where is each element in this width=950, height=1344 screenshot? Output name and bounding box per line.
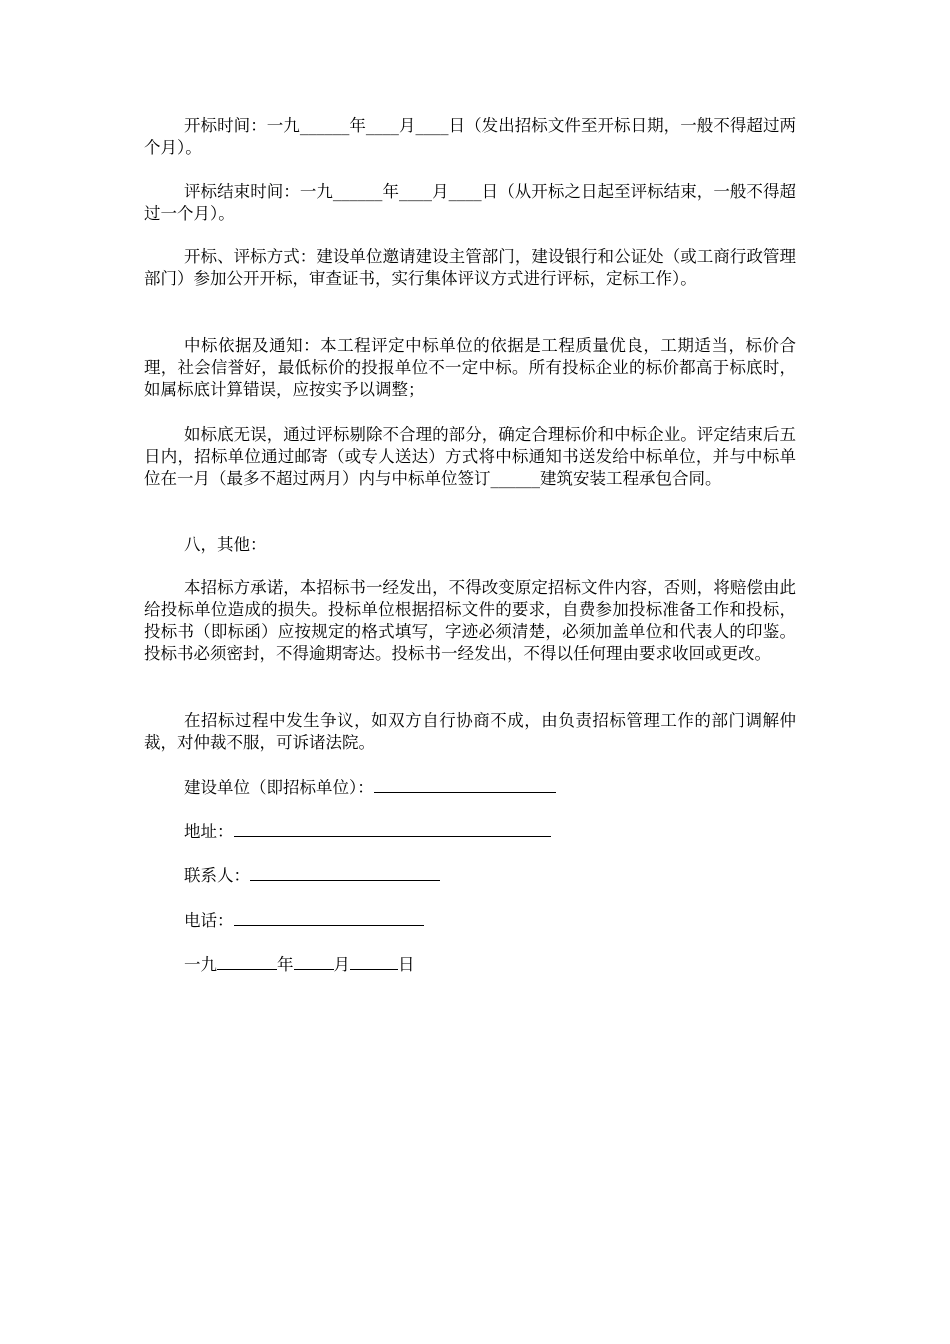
month-label: 月 (333, 955, 350, 974)
contact-label: 联系人： (184, 866, 250, 885)
contact-blank[interactable] (250, 864, 440, 881)
day-label: 日 (398, 955, 415, 974)
paragraph-dispute: 在招标过程中发生争议，如双方自行协商不成，由负责招标管理工作的部门调解仲裁，对仲裁不服，可诉诸法院。 (144, 711, 796, 752)
month-blank[interactable] (294, 953, 334, 970)
year-blank[interactable] (217, 953, 277, 970)
section-heading-other: 八，其他： (184, 535, 267, 554)
signature-phone-line (184, 909, 424, 932)
signature-contact-line (184, 864, 440, 887)
unit-blank[interactable] (374, 776, 556, 793)
paragraph-award-basis: 中标依据及通知：本工程评定中标单位的依据是工程质量优良，工期适当，标价合理，社会信誉好，最低标价的投报单位不一定中标。所有投标企业的标价都高于标底时，如属标底计算错误，应按实予以调整； (144, 336, 796, 399)
paragraph-evaluation-end-time: 评标结束时间：一九______年____月____日（从开标之日起至评标结束，一般不得超过一个月）。 (144, 182, 796, 223)
day-blank[interactable] (350, 953, 398, 970)
signature-date-line (184, 953, 415, 976)
signature-unit-line (184, 776, 556, 799)
phone-label: 电话： (184, 911, 234, 930)
paragraph-commitment: 本招标方承诺，本招标书一经发出，不得改变原定招标文件内容，否则，将赔偿由此给投标单位造成的损失。投标单位根据招标文件的要求，自费参加投标准备工作和投标，投标书（即标函）应按规定的格式填写，字迹必须清楚，必须加盖单位和代表人的印鉴。投标书必须密封，不得逾期寄达。投标书一经发出，不得以任何理由要求收回或更改。 (144, 578, 796, 663)
paragraph-award-notice: 如标底无误，通过评标剔除不合理的部分，确定合理标价和中标企业。评定结束后五日内，招标单位通过邮寄（或专人送达）方式将中标通知书送发给中标单位，并与中标单位在一月（最多不超过两月）内与中标单位签订______建筑安装工程承包合同。 (144, 425, 796, 488)
paragraph-bid-opening-time: 开标时间：一九______年____月____日（发出招标文件至开标日期，一般不得超过两个月）。 (144, 116, 796, 157)
address-blank[interactable] (234, 820, 551, 837)
signature-address-line (184, 820, 551, 843)
address-label: 地址： (184, 822, 234, 841)
phone-blank[interactable] (234, 909, 424, 926)
year-label: 年 (277, 955, 294, 974)
date-prefix: 一九 (184, 955, 217, 974)
unit-label: 建设单位（即招标单位）： (184, 778, 374, 797)
paragraph-evaluation-method: 开标、评标方式：建设单位邀请建设主管部门，建设银行和公证处（或工商行政管理部门）参加公开开标，审查证书，实行集体评议方式进行评标，定标工作）。 (144, 247, 796, 288)
